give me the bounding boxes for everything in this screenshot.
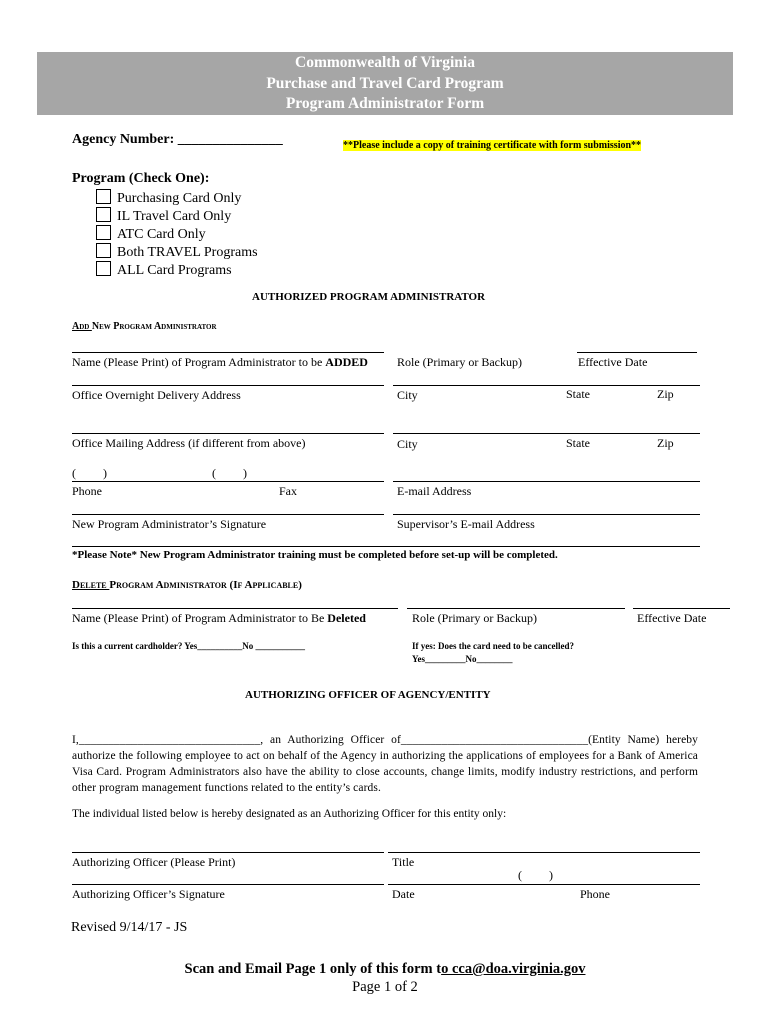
admin-section-title: AUTHORIZED PROGRAM ADMINISTRATOR <box>252 291 486 303</box>
city-label-2: City <box>397 437 418 451</box>
title-line[interactable] <box>388 852 700 853</box>
delete-admin-heading: Delete Program Administrator (If Applicable) <box>72 579 302 591</box>
supervisor-email-line[interactable] <box>393 514 700 515</box>
city-label: City <box>397 388 418 402</box>
phone-label: Phone <box>72 484 102 498</box>
program-option-purchasing[interactable]: Purchasing Card Only <box>96 189 241 207</box>
officer-print-label: Authorizing Officer (Please Print) <box>72 855 236 869</box>
officer-signature-label: Authorizing Officer’s Signature <box>72 887 225 901</box>
email-label: E-mail Address <box>397 484 472 498</box>
authorization-paragraph: I,_______________________________, an Authorizing Officer of________________________________(Entity Name) hereby authorize the following employee to act on behalf of the Agency in authorizing the applications of employees for a Bank of America Visa Card. Program Administrators also have the ability to close accounts, change limits, modify industry restrictions, and perform other program management functions related to the entity’s cards. <box>72 734 698 794</box>
date-label: Date <box>392 887 415 901</box>
email-link[interactable]: o cca@doa.virginia.gov <box>441 961 586 977</box>
name-added-label: Name (Please Print) of Program Administrator to be ADDED <box>72 355 368 369</box>
form-header-banner <box>37 52 733 115</box>
officer-section-title: AUTHORIZING OFFICER OF AGENCY/ENTITY <box>245 689 491 701</box>
checkbox[interactable] <box>96 189 111 204</box>
date-phone-line[interactable] <box>388 884 700 885</box>
zip-label: Zip <box>657 387 674 401</box>
officer-signature-line[interactable] <box>72 884 384 885</box>
checkbox[interactable] <box>96 261 111 276</box>
signature-label: New Program Administrator’s Signature <box>72 517 267 531</box>
effective-date-deleted-label: Effective Date <box>637 611 707 625</box>
program-heading: Program (Check One): <box>72 171 210 186</box>
program-option-all[interactable]: ALL Card Programs <box>96 261 232 279</box>
email-line[interactable] <box>393 481 700 482</box>
state-label: State <box>566 387 590 401</box>
state-label-2: State <box>566 436 590 450</box>
city-state-zip-line-2[interactable] <box>393 433 700 434</box>
program-option-il-travel[interactable]: IL Travel Card Only <box>96 207 231 225</box>
role-label: Role (Primary or Backup) <box>397 355 522 369</box>
page-number: Page 1 of 2 <box>352 979 418 995</box>
effective-date-label: Effective Date <box>578 355 648 369</box>
zip-label-2: Zip <box>657 436 674 450</box>
agency-number-field[interactable]: Agency Number: _______________ <box>72 132 283 147</box>
officer-phone-label: Phone <box>580 887 610 901</box>
checkbox[interactable] <box>96 243 111 258</box>
designation-text: The individual listed below is hereby designated as an Authorizing Officer for this entity only: <box>72 808 507 820</box>
mailing-address-label: Office Mailing Address (if different from above) <box>72 436 306 450</box>
effective-date-line[interactable] <box>577 352 697 353</box>
signature-line[interactable] <box>72 514 384 515</box>
city-state-zip-line[interactable] <box>393 385 700 386</box>
fax-area-code[interactable]: ( ) <box>212 466 247 480</box>
cardholder-question[interactable]: Is this a current cardholder? Yes__________No ___________ <box>72 641 305 651</box>
supervisor-email-label: Supervisor’s E-mail Address <box>397 517 535 531</box>
overnight-address-label: Office Overnight Delivery Address <box>72 388 241 402</box>
name-added-line[interactable] <box>72 352 384 353</box>
checkbox[interactable] <box>96 225 111 240</box>
mailing-address-line[interactable] <box>72 433 384 434</box>
section-divider <box>72 546 700 547</box>
cancel-yes-no[interactable]: Yes_________No________ <box>412 654 513 664</box>
officer-phone-area-code[interactable]: ( ) <box>518 868 553 882</box>
header-line-1: Commonwealth of Virginia <box>295 54 475 71</box>
training-certificate-note: **Please include a copy of training certificate with form submission** <box>343 140 642 151</box>
program-option-atc[interactable]: ATC Card Only <box>96 225 206 243</box>
overnight-address-line[interactable] <box>72 385 384 386</box>
scan-email-instruction: Scan and Email Page 1 only of this form to cca@doa.virginia.gov <box>184 961 586 977</box>
cancel-question: If yes: Does the card need to be cancelled? <box>412 641 574 651</box>
header-line-3: Program Administrator Form <box>285 95 485 112</box>
officer-print-line[interactable] <box>72 852 384 853</box>
effective-date-deleted-line[interactable] <box>633 608 730 609</box>
name-deleted-label: Name (Please Print) of Program Administrator to Be Deleted <box>72 611 366 625</box>
checkbox[interactable] <box>96 207 111 222</box>
role-deleted-line[interactable] <box>407 608 625 609</box>
header-line-2: Purchase and Travel Card Program <box>266 74 504 92</box>
add-admin-heading: Add New Program Administrator <box>72 321 217 332</box>
role-deleted-label: Role (Primary or Backup) <box>412 611 537 625</box>
program-option-both-travel[interactable]: Both TRAVEL Programs <box>96 243 258 261</box>
training-note: *Please Note* New Program Administrator training must be completed before set-up will be completed. <box>72 549 558 561</box>
phone-area-code[interactable]: ( ) <box>72 466 107 480</box>
fax-label: Fax <box>279 484 297 498</box>
name-deleted-line[interactable] <box>72 608 398 609</box>
phone-fax-line[interactable] <box>72 481 384 482</box>
title-label: Title <box>392 855 415 869</box>
revised-note: Revised 9/14/17 - JS <box>71 920 188 935</box>
